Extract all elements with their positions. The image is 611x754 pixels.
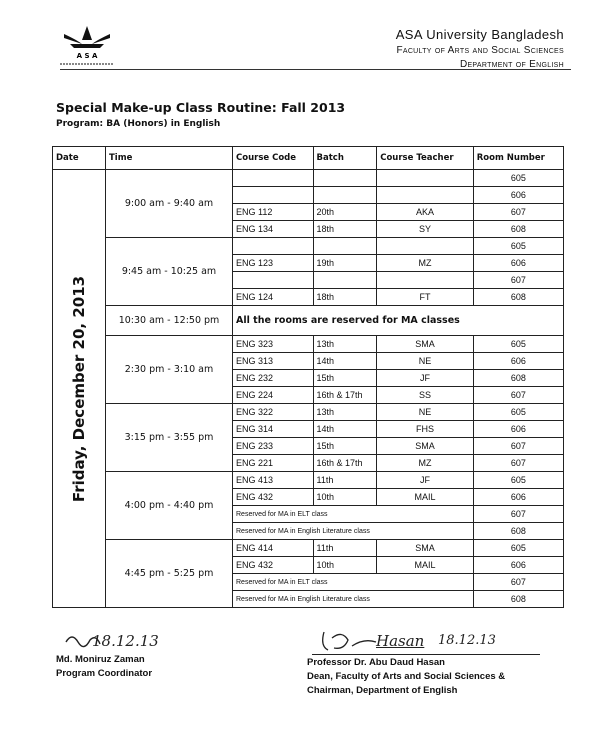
faculty-name: Faculty of Arts and Social Sciences <box>396 45 564 56</box>
course-code-cell: ENG 224 <box>233 387 314 404</box>
course-code-cell: ENG 221 <box>233 455 314 472</box>
left-signature-date: 18.12.13 <box>92 632 159 650</box>
table-row <box>53 540 564 557</box>
batch-cell: 16th & 17th <box>313 455 377 472</box>
teacher-cell: NE <box>377 404 474 421</box>
teacher-cell <box>377 238 474 255</box>
time-cell: 9:45 am - 10:25 am <box>106 238 233 306</box>
course-code-cell: ENG 112 <box>233 204 314 221</box>
room-cell: 607 <box>473 387 563 404</box>
reserved-note: Reserved for MA in English Literature class <box>233 591 474 608</box>
time-cell: 10:30 am - 12:50 pm <box>106 306 233 336</box>
course-code-cell: ENG 313 <box>233 353 314 370</box>
teacher-cell: NE <box>377 353 474 370</box>
batch-cell <box>313 170 377 187</box>
batch-cell: 11th <box>313 472 377 489</box>
course-code-cell: ENG 413 <box>233 472 314 489</box>
room-cell: 606 <box>473 255 563 272</box>
teacher-cell: JF <box>377 472 474 489</box>
room-cell: 605 <box>473 540 563 557</box>
teacher-cell: AKA <box>377 204 474 221</box>
batch-cell: 18th <box>313 221 377 238</box>
table-row <box>53 336 564 353</box>
batch-cell <box>313 238 377 255</box>
room-cell: 607 <box>473 455 563 472</box>
teacher-cell: SMA <box>377 540 474 557</box>
batch-cell: 14th <box>313 353 377 370</box>
room-cell: 605 <box>473 336 563 353</box>
batch-cell: 10th <box>313 557 377 574</box>
course-code-cell <box>233 170 314 187</box>
batch-cell: 15th <box>313 370 377 387</box>
batch-cell: 14th <box>313 421 377 438</box>
table-row <box>53 306 564 336</box>
batch-cell: 20th <box>313 204 377 221</box>
room-cell: 608 <box>473 289 563 306</box>
reserved-all-note: All the rooms are reserved for MA classes <box>233 306 564 336</box>
table-row <box>53 404 564 421</box>
right-signature-scribble <box>318 628 378 656</box>
course-code-cell <box>233 238 314 255</box>
left-signatory-name: Md. Moniruz Zaman <box>56 654 145 665</box>
teacher-cell <box>377 272 474 289</box>
teacher-cell: MZ <box>377 255 474 272</box>
time-cell: 4:00 pm - 4:40 pm <box>106 472 233 540</box>
room-cell: 606 <box>473 353 563 370</box>
university-logo <box>52 22 122 68</box>
batch-cell: 18th <box>313 289 377 306</box>
course-code-cell: ENG 323 <box>233 336 314 353</box>
batch-cell: 10th <box>313 489 377 506</box>
room-cell: 607 <box>473 506 563 523</box>
room-cell: 608 <box>473 591 563 608</box>
batch-cell: 13th <box>313 404 377 421</box>
header-room-number: Room Number <box>473 147 563 170</box>
right-signature-line <box>312 654 540 655</box>
left-signature-scribble <box>62 630 102 652</box>
left-signatory-title: Program Coordinator <box>56 668 153 679</box>
room-cell: 606 <box>473 489 563 506</box>
header-course-teacher: Course Teacher <box>377 147 474 170</box>
teacher-cell <box>377 170 474 187</box>
course-code-cell: ENG 314 <box>233 421 314 438</box>
room-cell: 605 <box>473 170 563 187</box>
batch-cell: 16th & 17th <box>313 387 377 404</box>
routine-table <box>52 146 564 608</box>
teacher-cell: SMA <box>377 438 474 455</box>
room-cell: 605 <box>473 238 563 255</box>
teacher-cell: SS <box>377 387 474 404</box>
right-signature-date: 18.12.13 <box>438 633 496 648</box>
teacher-cell: SMA <box>377 336 474 353</box>
room-cell: 607 <box>473 272 563 289</box>
logo-text: A S A <box>76 52 98 60</box>
room-cell: 606 <box>473 187 563 204</box>
reserved-note: Reserved for MA in ELT class <box>233 574 474 591</box>
header-batch: Batch <box>313 147 377 170</box>
header-time: Time <box>106 147 233 170</box>
teacher-cell <box>377 187 474 204</box>
date-cell <box>53 170 106 608</box>
university-name: ASA University Bangladesh <box>395 27 564 42</box>
room-cell: 607 <box>473 438 563 455</box>
room-cell: 607 <box>473 204 563 221</box>
course-code-cell: ENG 124 <box>233 289 314 306</box>
document-title: Special Make-up Class Routine: Fall 2013 <box>56 100 346 115</box>
teacher-cell: MZ <box>377 455 474 472</box>
batch-cell <box>313 187 377 204</box>
batch-cell: 19th <box>313 255 377 272</box>
room-cell: 607 <box>473 574 563 591</box>
right-signature-text: Hasan <box>376 632 425 650</box>
reserved-note: Reserved for MA in ELT class <box>233 506 474 523</box>
room-cell: 608 <box>473 370 563 387</box>
right-signatory-name: Professor Dr. Abu Daud Hasan <box>307 657 445 668</box>
batch-cell: 15th <box>313 438 377 455</box>
course-code-cell: ENG 322 <box>233 404 314 421</box>
table-row <box>53 472 564 489</box>
department-name: Department of English <box>459 59 564 70</box>
room-cell: 608 <box>473 523 563 540</box>
room-cell: 605 <box>473 404 563 421</box>
table-row <box>53 238 564 255</box>
letterhead <box>396 27 564 70</box>
room-cell: 606 <box>473 557 563 574</box>
batch-cell: 13th <box>313 336 377 353</box>
reserved-note: Reserved for MA in English Literature class <box>233 523 474 540</box>
course-code-cell: ENG 414 <box>233 540 314 557</box>
course-code-cell: ENG 232 <box>233 370 314 387</box>
header-divider <box>60 69 571 70</box>
header-date: Date <box>53 147 106 170</box>
teacher-cell: JF <box>377 370 474 387</box>
room-cell: 606 <box>473 421 563 438</box>
right-signatory-title-1: Dean, Faculty of Arts and Social Sciences & <box>307 671 506 682</box>
course-code-cell <box>233 187 314 204</box>
time-cell: 4:45 pm - 5:25 pm <box>106 540 233 608</box>
batch-cell: 11th <box>313 540 377 557</box>
batch-cell <box>313 272 377 289</box>
teacher-cell: FHS <box>377 421 474 438</box>
course-code-cell: ENG 134 <box>233 221 314 238</box>
time-cell: 3:15 pm - 3:55 pm <box>106 404 233 472</box>
course-code-cell: ENG 123 <box>233 255 314 272</box>
teacher-cell: SY <box>377 221 474 238</box>
program-label: Program: BA (Honors) in English <box>56 119 221 129</box>
room-cell: 605 <box>473 472 563 489</box>
course-code-cell: ENG 432 <box>233 557 314 574</box>
table-header-row <box>53 147 564 170</box>
logo-emblem-icon <box>52 22 122 68</box>
table-row <box>53 170 564 187</box>
time-cell: 2:30 pm - 3:10 am <box>106 336 233 404</box>
course-code-cell: ENG 233 <box>233 438 314 455</box>
room-cell: 608 <box>473 221 563 238</box>
header-course-code: Course Code <box>233 147 314 170</box>
right-signature-block <box>307 656 505 698</box>
course-code-cell: ENG 432 <box>233 489 314 506</box>
teacher-cell: FT <box>377 289 474 306</box>
time-cell: 9:00 am - 9:40 am <box>106 170 233 238</box>
teacher-cell: MAIL <box>377 489 474 506</box>
date-label: Friday, December 20, 2013 <box>70 275 88 502</box>
teacher-cell: MAIL <box>377 557 474 574</box>
right-signatory-title-2: Chairman, Department of English <box>307 685 458 696</box>
course-code-cell <box>233 272 314 289</box>
left-signature-block <box>56 653 152 681</box>
